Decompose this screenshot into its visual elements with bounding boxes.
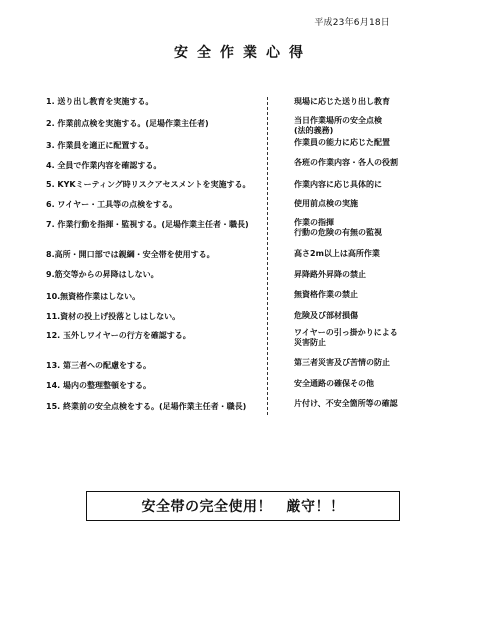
rule-text: 1. 送り出し教育を実施する。 xyxy=(46,97,154,106)
document-title: 安全作業心得 xyxy=(174,45,312,61)
rule-note: 現場に応じた送り出し教育 xyxy=(294,97,390,106)
rule-text: 6. ワイヤー・工具等の点検をする。 xyxy=(46,200,178,209)
rule-note: 高さ2m以上は高所作業 xyxy=(294,249,380,258)
rule-note: 作業員の能力に応じた配置 xyxy=(294,138,390,147)
rule-note: 作業の指揮 行動の危険の有無の監視 xyxy=(294,218,382,237)
rule-note: 第三者災害及び苦情の防止 xyxy=(294,358,390,367)
motto-box: 安全帯の完全使用！ 厳守！！ xyxy=(86,491,400,521)
rule-note: 安全通路の確保その他 xyxy=(294,379,374,388)
rule-text: 10.無資格作業はしない。 xyxy=(46,292,141,301)
rule-note: 使用前点検の実施 xyxy=(294,199,358,208)
rule-text: 11.資材の投上げ投落としはしない。 xyxy=(46,312,181,321)
rule-text: 8.高所・開口部では親綱・安全帯を使用する。 xyxy=(46,250,215,259)
rule-note: 危険及び部材損傷 xyxy=(294,311,358,320)
rule-note: 無資格作業の禁止 xyxy=(294,290,358,299)
rule-note: ワイヤーの引っ掛かりによる 災害防止 xyxy=(294,328,398,347)
rule-text: 13. 第三者への配慮をする。 xyxy=(46,361,151,370)
document-date: 平成23年6月18日 xyxy=(314,18,390,28)
rule-text: 5. KYKミーティング時リスクアセスメントを実施する。 xyxy=(46,180,251,189)
rule-text: 14. 場内の整理整頓をする。 xyxy=(46,381,151,390)
rule-text: 3. 作業員を適正に配置する。 xyxy=(46,141,154,150)
column-divider xyxy=(267,97,268,415)
rule-note: 片付け、不安全箇所等の確認 xyxy=(294,399,398,408)
rule-text: 15. 終業前の安全点検をする。(足場作業主任者・職長) xyxy=(46,402,247,411)
rule-note: 昇降路外昇降の禁止 xyxy=(294,270,366,279)
rule-note: 当日作業場所の安全点検 (法的義務) xyxy=(294,116,382,135)
rule-text: 4. 全員で作業内容を確認する。 xyxy=(46,161,162,170)
rule-text: 12. 玉外しワイヤーの行方を確認する。 xyxy=(46,331,191,340)
rule-text: 9.筋交等からの昇降はしない。 xyxy=(46,270,159,279)
rule-text: 2. 作業前点検を実施する。(足場作業主任者) xyxy=(46,119,209,128)
rule-note: 各班の作業内容・各人の役割 xyxy=(294,158,398,167)
rule-note: 作業内容に応じ具体的に xyxy=(294,180,382,189)
rule-text: 7. 作業行動を指揮・監視する。(足場作業主任者・職長) xyxy=(46,220,249,229)
